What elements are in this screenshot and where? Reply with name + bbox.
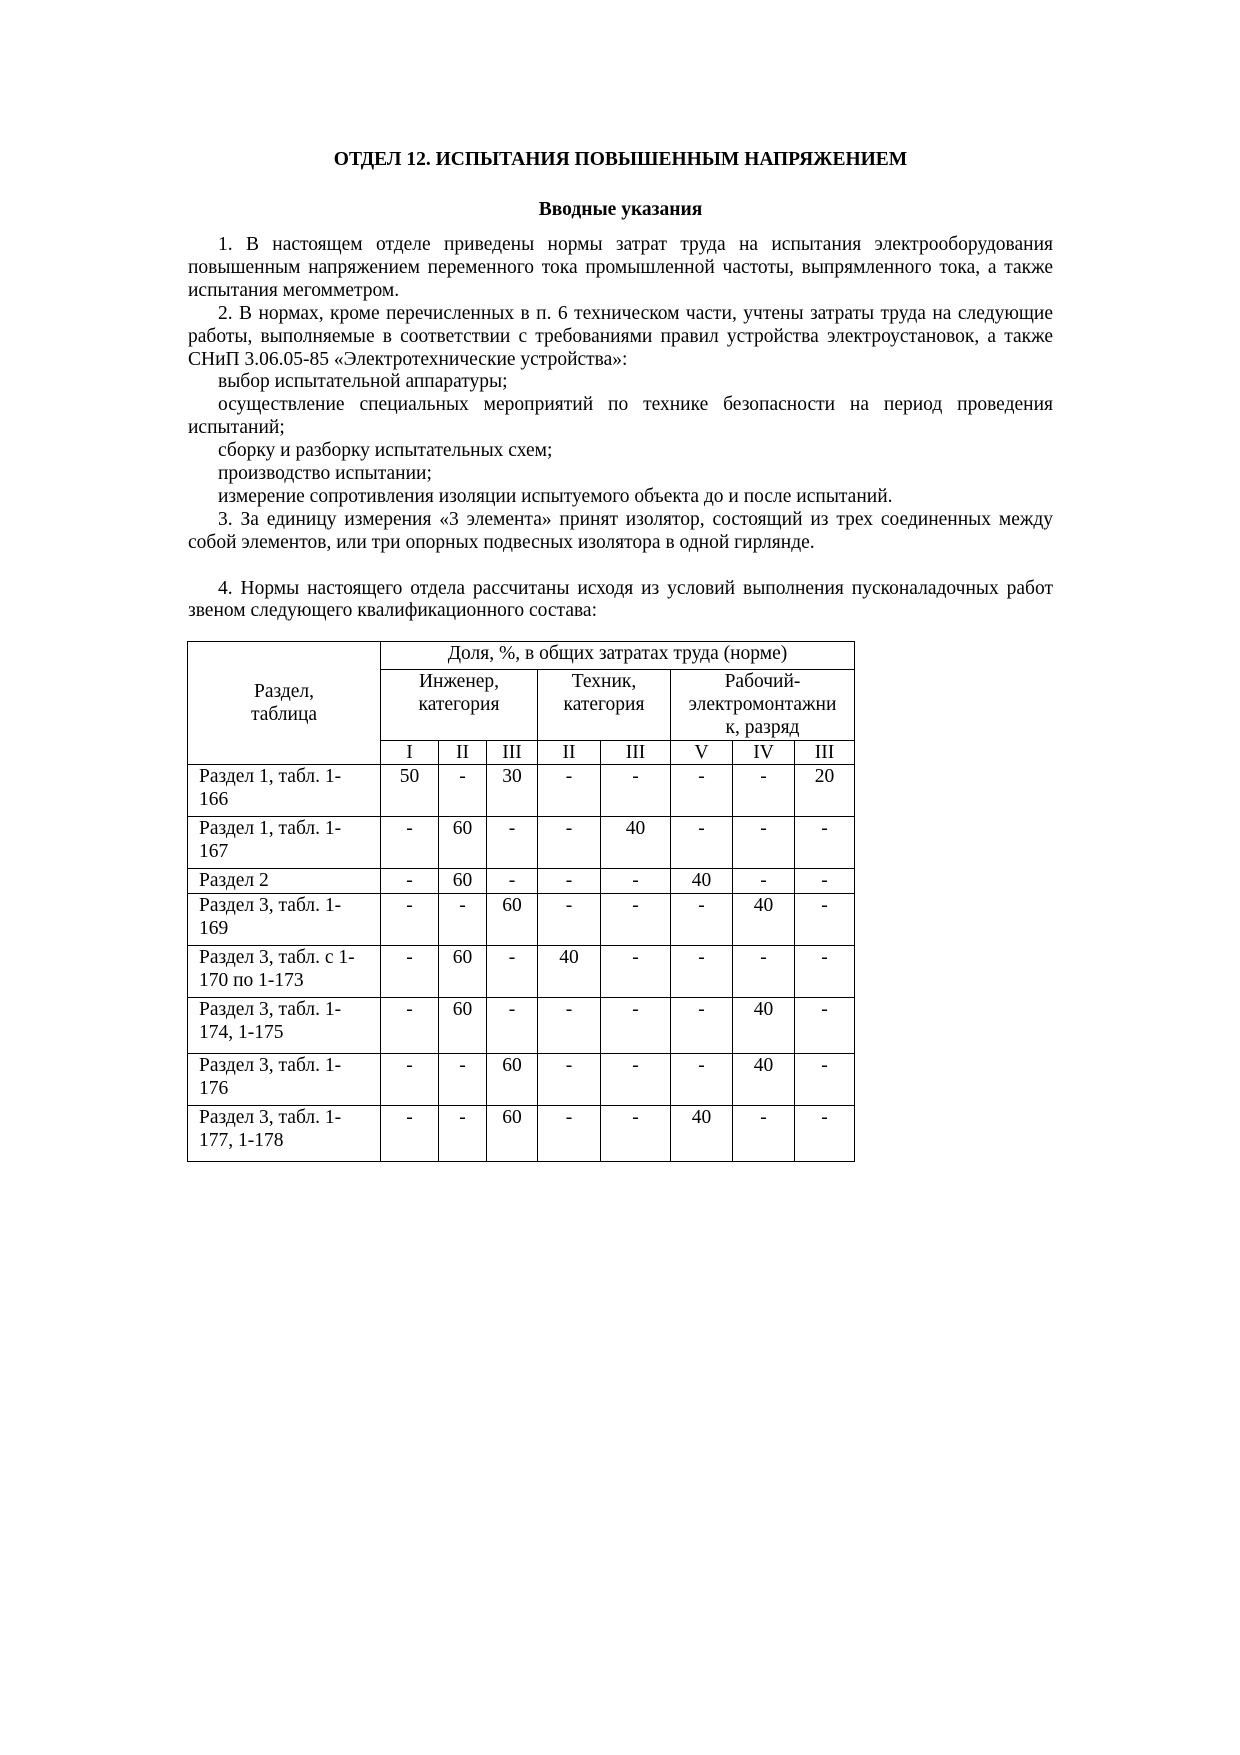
share-cell: - [487,869,538,894]
list-item-insulation: измерение сопротивления изоляции испытуемого объекта до и после испытаний. [218,485,893,507]
share-cell: - [538,869,601,894]
grade-header: II [439,741,487,765]
share-cell: - [795,869,855,894]
share-cell: - [538,817,601,869]
paragraph-3: 3. За единицу измерения «3 элемента» принят изолятор, состоящий из трех соединенных между собой элементов, или три опорных подвесных изолятора в одной гирлянде. [188,508,1053,553]
share-cell: - [795,1054,855,1106]
share-cell: - [671,894,733,946]
list-item-testing: производство испытании; [218,463,432,485]
row-section-label: Раздел 3, табл. 1- 169 [188,894,381,946]
paragraph-1: 1. В настоящем отделе приведены нормы затрат труда на испытания электрооборудования повышенным напряжением переменного тока промышленной частоты, выпрямленного тока, а также испытания мегомметром. [188,234,1053,301]
share-cell: 40 [733,998,795,1054]
share-cell: - [733,869,795,894]
engineer-group-header: Инженер, категория [381,670,538,741]
paragraph-4: 4. Нормы настоящего отдела рассчитаны исходя из условий выполнения пусконаладочных работ звеном следующего квалификационного состава: [188,577,1053,622]
row-section-label: Раздел 3, табл. с 1- 170 по 1-173 [188,946,381,998]
row-section-label: Раздел 1, табл. 1- 167 [188,817,381,869]
share-cell: - [381,869,439,894]
share-cell: - [733,946,795,998]
labor-share-table [187,641,855,1162]
paragraph-2: 2. В нормах, кроме перечисленных в п. 6 техническом части, учтены затраты труда на следующие работы, выполняемые в соответствии с требованиями правил устройства электроустановок, а также СНиП 3.06.05-85 «Электротехнические устройства»: [188,302,1053,370]
share-cell: - [601,894,671,946]
technician-group-header: Техник, категория [538,670,671,741]
row-section-label: Раздел 3, табл. 1- 176 [188,1054,381,1106]
share-cell: - [439,1106,487,1162]
grade-header: II [538,741,601,765]
share-cell: - [795,1106,855,1162]
share-group-header: Доля, %, в общих затратах труда (норме) [381,642,855,670]
share-cell: 40 [601,817,671,869]
share-cell: 60 [487,1106,538,1162]
share-cell: - [439,894,487,946]
share-cell: - [439,1054,487,1106]
share-cell: - [795,894,855,946]
table-row [188,998,855,1054]
share-cell: - [733,817,795,869]
share-cell: 40 [671,869,733,894]
share-cell: - [671,946,733,998]
worker-group-header: Рабочий- электромонтажни к, разряд [671,670,855,741]
share-cell: - [671,998,733,1054]
grade-header: IV [733,741,795,765]
share-cell: - [538,894,601,946]
share-cell: - [671,765,733,817]
share-cell: 60 [439,817,487,869]
share-cell: 40 [671,1106,733,1162]
grade-header: III [795,741,855,765]
share-cell: - [733,1106,795,1162]
share-cell: - [538,1054,601,1106]
share-cell: - [538,765,601,817]
share-cell: - [381,946,439,998]
share-cell: - [601,946,671,998]
table-header-row [188,642,855,670]
share-cell: - [601,1054,671,1106]
section-heading: ОТДЕЛ 12. ИСПЫТАНИЯ ПОВЫШЕННЫМ НАПРЯЖЕНИЕМ [333,149,908,170]
share-cell: 60 [439,946,487,998]
table-row [188,946,855,998]
table-row [188,894,855,946]
share-cell: - [487,817,538,869]
share-cell: - [487,998,538,1054]
share-cell: - [381,894,439,946]
list-item-safety: осуществление специальных мероприятий по технике безопасности на период проведения испытаний; [188,394,1053,439]
share-cell: - [601,765,671,817]
table-row [188,765,855,817]
grade-header: III [601,741,671,765]
table-row [188,1054,855,1106]
section-column-header: Раздел, таблица [188,642,381,765]
share-cell: - [381,1106,439,1162]
grade-header: III [487,741,538,765]
share-cell: 40 [733,894,795,946]
share-cell: - [538,998,601,1054]
share-cell: 60 [439,869,487,894]
row-section-label: Раздел 3, табл. 1- 177, 1-178 [188,1106,381,1162]
list-item-equipment: выбор испытательной аппаратуры; [218,371,508,393]
grade-header: I [381,741,439,765]
row-section-label: Раздел 1, табл. 1- 166 [188,765,381,817]
share-cell: - [601,1106,671,1162]
row-section-label: Раздел 3, табл. 1- 174, 1-175 [188,998,381,1054]
intro-subheading: Вводные указания [538,199,703,220]
row-section-label: Раздел 2 [188,869,381,894]
share-cell: - [381,817,439,869]
share-cell: 40 [733,1054,795,1106]
share-cell: 30 [487,765,538,817]
share-cell: - [795,946,855,998]
share-cell: 60 [439,998,487,1054]
share-cell: 60 [487,1054,538,1106]
grade-header: V [671,741,733,765]
share-cell: 20 [795,765,855,817]
table-row [188,1106,855,1162]
list-item-schemes: сборку и разборку испытательных схем; [218,440,553,462]
share-cell: 40 [538,946,601,998]
share-cell: - [487,946,538,998]
table-row [188,817,855,869]
share-cell: - [795,817,855,869]
share-cell: - [601,998,671,1054]
intro-text [188,234,1053,623]
share-cell: - [601,869,671,894]
share-cell: - [381,1054,439,1106]
share-cell: - [439,765,487,817]
share-cell: - [795,998,855,1054]
share-cell: - [671,1054,733,1106]
share-cell: 50 [381,765,439,817]
table-row [188,869,855,894]
share-cell: - [538,1106,601,1162]
share-cell: 60 [487,894,538,946]
share-cell: - [733,765,795,817]
share-cell: - [671,817,733,869]
share-cell: - [381,998,439,1054]
